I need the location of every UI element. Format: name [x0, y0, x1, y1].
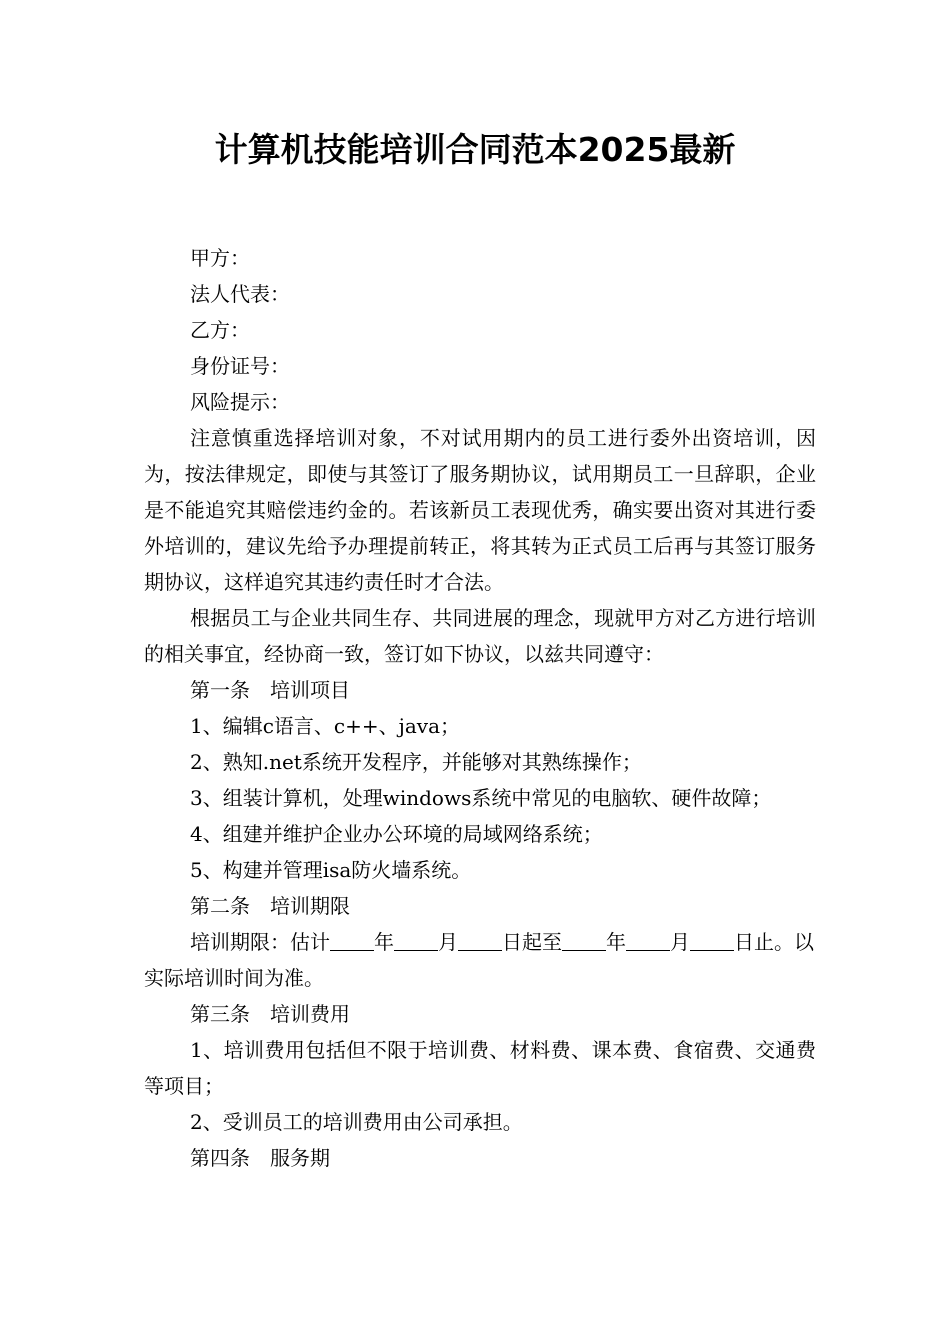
year-label: 年: [606, 930, 626, 954]
article-1-heading: 第一条 培训项目: [190, 678, 350, 702]
article-1-item: 1、编辑c语言、c++、java；: [190, 714, 460, 738]
risk-label: 风险提示：: [190, 390, 290, 414]
article-1-item: 2、熟知.net系统开发程序，并能够对其熟练操作；: [190, 750, 642, 774]
article-1-item: 5、构建并管理isa防火墙系统。: [190, 858, 472, 882]
article-2-heading: 第二条 培训期限: [190, 894, 350, 918]
id-number-line: 身份证号：: [190, 354, 290, 378]
party-b-line: 乙方：: [190, 318, 250, 342]
article-3-item: 2、受训员工的培训费用由公司承担。: [190, 1110, 523, 1134]
day-label: 日: [734, 930, 754, 954]
preamble-paragraph: 根据员工与企业共同生存、共同进展的理念，现就甲方对乙方进行培训的相关事宜，经协商一致，签订如下协议，以兹共同遵守：: [144, 606, 816, 666]
blank-field: [330, 930, 374, 951]
risk-paragraph: 注意慎重选择培训对象，不对试用期内的员工进行委外出资培训，因为，按法律规定，即使与其签订了服务期协议，试用期员工一旦辞职，企业是不能追究其赔偿违约金的。若该新员工表现优秀，确实要出资对其进行委外培训的，建议先给予办理提前转正，将其转为正式员工后再与其签订服务期协议，这样追究其违约责任时才合法。: [144, 426, 816, 594]
month-label: 月: [438, 930, 458, 954]
training-period-paragraph: [144, 924, 816, 996]
document-body: [144, 240, 816, 1176]
blank-field: [690, 930, 734, 951]
article-4-heading: 第四条 服务期: [190, 1146, 330, 1170]
period-prefix: 培训期限：估计: [190, 930, 330, 954]
blank-field: [626, 930, 670, 951]
day-from-label: 日起至: [502, 930, 562, 954]
blank-field: [562, 930, 606, 951]
blank-field: [458, 930, 502, 951]
article-1-item: 4、组建并维护企业办公环境的局域网络系统；: [190, 822, 603, 846]
document-title: 计算机技能培训合同范本2025最新: [214, 130, 736, 169]
article-1-item: 3、组装计算机，处理windows系统中常见的电脑软、硬件故障；: [190, 786, 772, 810]
month-label: 月: [670, 930, 690, 954]
legal-rep-line: 法人代表：: [190, 282, 290, 306]
party-a-line: 甲方：: [190, 246, 250, 270]
article-3-item: 1、培训费用包括但不限于培训费、材料费、课本费、食宿费、交通费等项目；: [144, 1038, 816, 1098]
article-3-heading: 第三条 培训费用: [190, 1002, 350, 1026]
blank-field: [394, 930, 438, 951]
period-suffix: 止。以实际培训时间为准。: [144, 930, 814, 990]
year-label: 年: [374, 930, 394, 954]
